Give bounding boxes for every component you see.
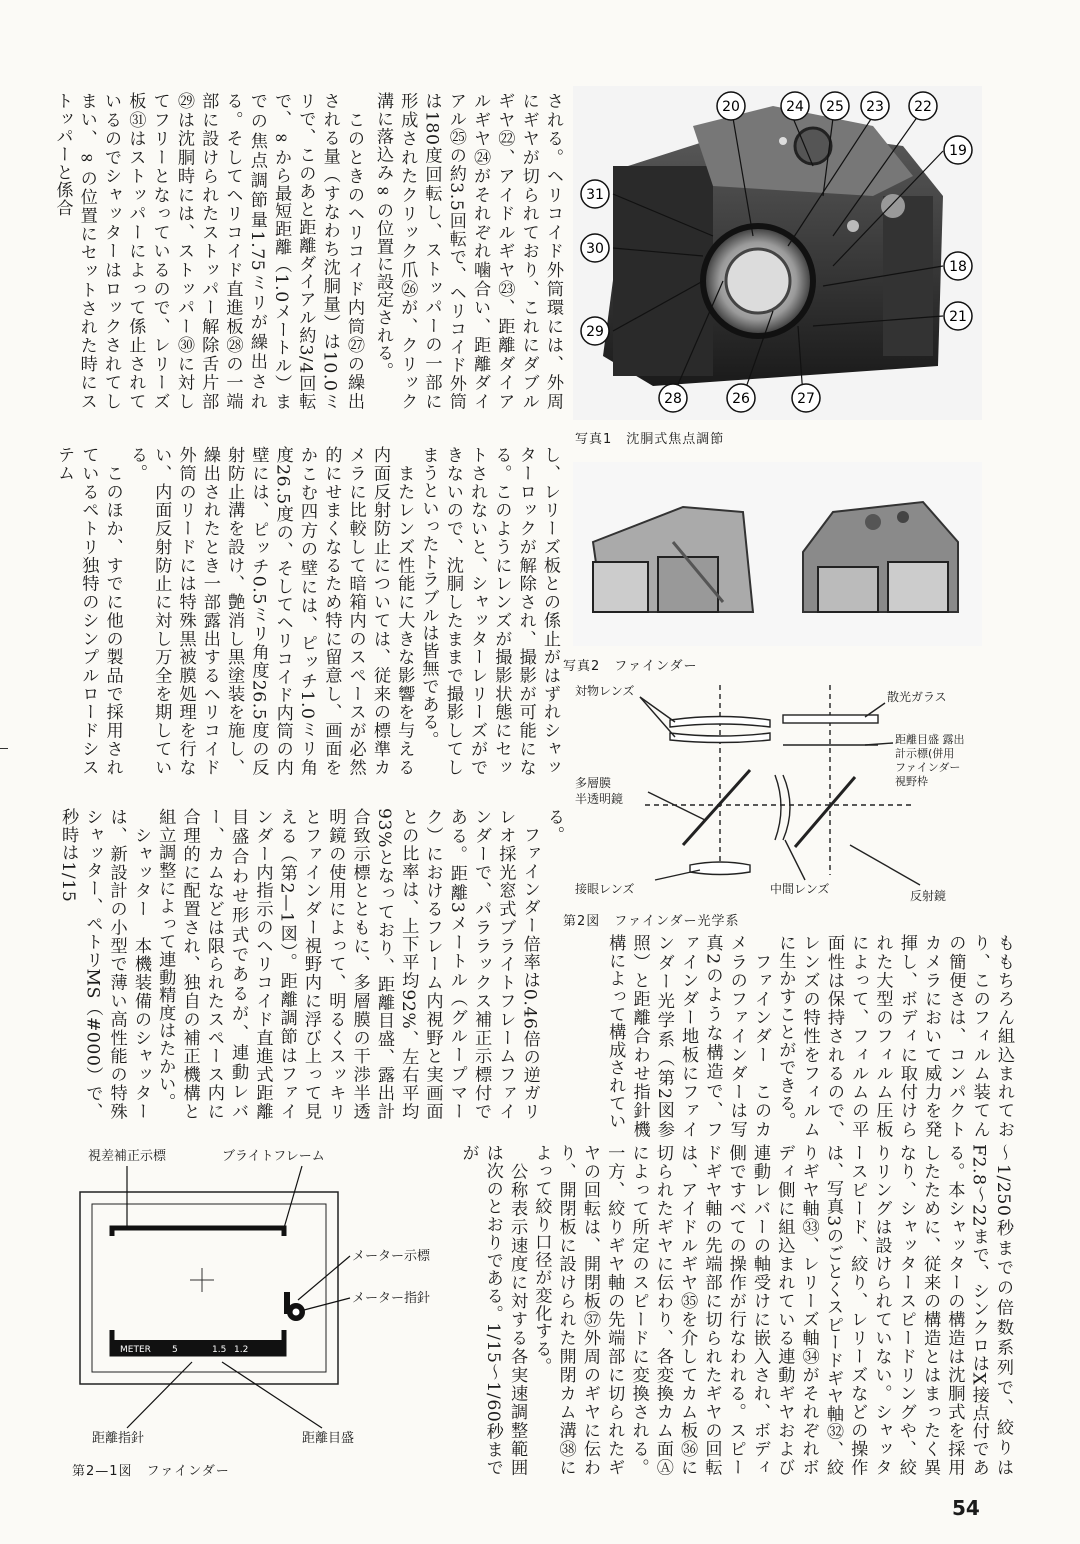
strip-12-text: 1.2: [234, 1345, 249, 1355]
fig2-label-scale-top: 距離目盛 露出: [895, 733, 965, 746]
upper-text-column-2: このときのヘリコイド内筒㉗の繰出される量（すなわち沈胴量）は10.0ミリで、このあと距離ダイアル約3/4回転で、∞から最短距離（1.0メートル）までの焦点調節量1.75ミリが繰出される。そしてヘリコイド直進板㉘の一端部に設けられたストッパー解除舌片部㉙は沈胴時には、ストッパー㉚に対してフリーとなっているので、レリーズ板㉛はストッパーによって係止されているのでシャッターはロックされてしまい、∞の位置にセットされた時にストッパーと係合: [52, 92, 364, 410]
fig2-finder-optics-diagram: [565, 675, 995, 905]
fig2-label-multilayer: 多層膜: [575, 776, 612, 790]
callout-label: 19: [949, 143, 967, 159]
half-mirror: [683, 770, 750, 845]
strip-meter-text: METER: [120, 1345, 151, 1355]
fig2-label-scale-bottom: 計示標(併用: [895, 747, 955, 760]
photo1-camera-collapsible: [573, 86, 982, 420]
fig21-label-parallax: 視差補正示標: [88, 1149, 167, 1164]
fig2-caption: 第2図 ファインダー光学系: [563, 914, 740, 929]
eyepiece-lens: [690, 862, 750, 875]
meter-mark-icon: [284, 1292, 290, 1314]
middle-text-column-2: る。 ファインダー倍率は0.46倍の逆ガリレオ採光窓式ブライトフレームファインダーで、パララックス補正示標付である。距離3メートル（グループマーク）におけるフレーム内視野と実画面との比率は、上下平均92%、左右平均93%となっており、距離目盛、露出計合致示標とともに、多層膜の干渉半透明鏡の使用によって、明るくスッキリとファインダー視野内に浮び上って見える（第2—1図）。距離調節はファインダー内指示のヘリコイド直進式距離目盛合わせ形式であるが、連動レバー、カムなどは限られたスペース内に合理的に配置され、独自の補正機構と組立調整によって連動精度はたかい。 シャッター 本機装備のシャッターは、新設計の小型で薄い高性能の特殊シャッター、ペトリMS（#000）で、秒時は1/15: [58, 808, 564, 1120]
strip-5-text: 5: [172, 1345, 178, 1355]
fig21-label-dist-needle: 距離指針: [92, 1431, 145, 1446]
fig2-label-frame-bottom: 視野枠: [895, 775, 928, 788]
callout-label: 26: [732, 391, 750, 407]
callout-label: 24: [786, 99, 804, 115]
fig21-label-meter-mark: メーター示標: [352, 1249, 431, 1264]
fig2-label-middle-lens: 中間レンズ: [770, 882, 830, 896]
callout-label: 25: [826, 99, 844, 115]
fig21-label-dist-scale: 距離目盛: [302, 1431, 355, 1446]
fig21-label-brightframe: ブライトフレーム: [222, 1149, 325, 1164]
callout-label: 30: [586, 241, 604, 257]
fig2-label-objective: 対物レンズ: [575, 684, 635, 698]
fig21-finder-view-diagram: [72, 1140, 462, 1458]
callout-label: 31: [586, 187, 604, 203]
right-text-column-1: ももちろん組込まれており、このフィルム装てんの簡便さは、コンパクトカメラにおいて威力を発揮し、ボディに取付けられた大型のフィルム圧板によって、フィルムの平面性は保持されるので、レンズの特性をフィルムに生かすことができる。 ファインダー このカメラのファインダーは写真2のような構造で、ファインダー地板にファインダー光学系（第2図参照）と距離合わせ指針機構によって構成されてい: [605, 934, 1014, 1138]
fig2-label-halfmirror: 半透明鏡: [575, 792, 624, 806]
callout-label: 28: [664, 391, 682, 407]
middle-lens-front: [775, 775, 781, 840]
callout-label: 29: [586, 324, 604, 340]
bright-frame: [112, 1228, 284, 1354]
callout-label: 22: [914, 99, 932, 115]
reflector-mirror: [795, 777, 855, 847]
lower-text-column-1: 〜1/250秒までの倍数系列で、絞りはF2.8〜22まで、シンクロはX接点付である。本シャッターの構造は沈胴式を採用したために、従来の構造とはまったく異なり、シャッタースピードリングや、絞りリングは設けられていない。シャッタースピード、絞り、レリーズなどの操作は、写真3のごとくスピードギヤ軸㉜、絞りギヤ軸㉝、レリーズ軸㉞がそれぞれボディ側に組込まれている連動ギヤおよび連動レバーの軸受けに嵌入され、ボディ側ですべての操作が行なわれる。スピードギヤ軸の先端部に切られたギヤの回転は、アイドルギヤ㉟を介してカム板㊱に切られたギヤに伝わり、各変換カム面Ⓐによって所定のスピードに変換される。一方、絞りギヤ軸の先端部に切られたギヤの回転は、開閉板㊲外周のギヤに伝わり、開閉板に設けられた開閉カム溝㊳によって絞り口径が変化する。 公称表示速度に対する各実速調整範囲は次のとおりである。1/15〜1/60秒までが: [458, 1144, 1013, 1476]
callout-label: 18: [949, 259, 967, 275]
fig2-label-diffuser: 散光ガラス: [887, 690, 947, 704]
photo2-caption: 写真2 ファインダー: [563, 659, 698, 674]
middle-text-column-1: し、レリーズ板との係止がはずれシャッターロックが解除され、撮影が可能になる。このようにレンズが撮影状態にセットされないと、シャッターレリーズができないので、沈胴したままで撮影してしまうといったトラブルは皆無である。 またレンズ性能に大きな影響を与える内面反射防止については、従来の標準カメラに比較して暗箱内のスペースが必然的にせまくなるため特に留意し、画面をかこむ四方の壁には、ピッチ1.0ミリ角度26.5度の、そしてヘリコイド内筒の内壁には、ピッチ0.5ミリ角度26.5度の反射防止溝を設け、艶消し黒塗装を施し、繰出されたとき一部露出するヘリコイド外筒のリードには特殊黒被膜処理を行ない、内面反射防止に対し万全を期している。 このほか、すでに他の製品で採用されているペトリ独特のシンプルロードシステム: [54, 446, 560, 776]
strip-15-text: 1.5: [212, 1345, 227, 1355]
diffuser-glass: [783, 715, 878, 723]
callout-label: 23: [866, 99, 884, 115]
photo1-caption: 写真1 沈胴式焦点調節: [575, 432, 725, 447]
callout-label: 21: [949, 309, 967, 325]
fig2-label-frame-top: ファインダー: [895, 761, 961, 774]
photo2-finder-unit: [573, 462, 982, 646]
callout-label: 20: [722, 99, 740, 115]
page-number: 54: [952, 1496, 980, 1520]
fig21-label-meter-needle: メーター指針: [352, 1291, 431, 1306]
upper-text-column-1: される。ヘリコイド外筒環には、外周にギヤが切られており、これにダブルギヤ㉒、アイドルギヤ㉓、距離ダイアルギヤ㉔がそれぞれ噛合い、距離ダイアル㉕の約3.5回転で、ヘリコイド外筒は180度回転し、ストッパーの一部に形成されたクリック爪㉖が、クリック溝に落込み∞の位置に設定される。: [372, 92, 563, 410]
fig2-label-eyepiece: 接眼レンズ: [575, 882, 635, 896]
callout-label: 27: [797, 391, 815, 407]
middle-lens-back: [783, 775, 790, 840]
margin-tick: [0, 748, 8, 749]
fig2-label-reflector: 反射鏡: [910, 889, 947, 903]
fig21-caption: 第2—1図 ファインダー: [72, 1464, 230, 1479]
